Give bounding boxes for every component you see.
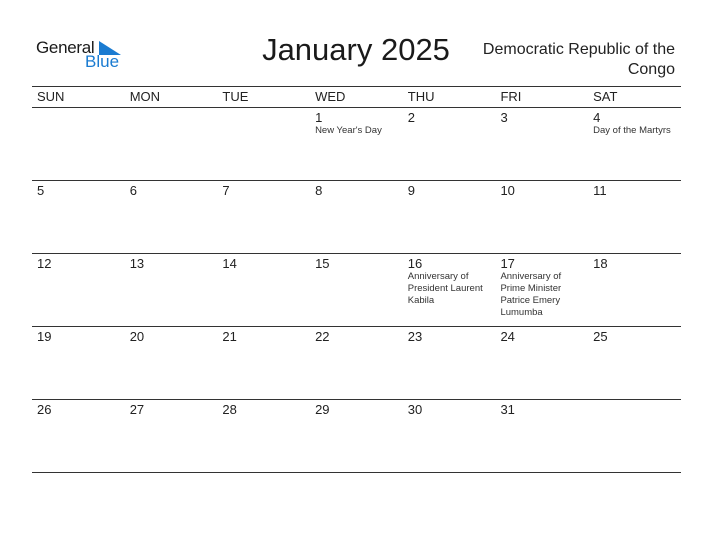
day-number: 9 bbox=[407, 183, 415, 198]
day-number: 8 bbox=[315, 183, 323, 198]
day-number: 15 bbox=[315, 256, 330, 271]
day-number: 21 bbox=[222, 329, 237, 344]
day-cell bbox=[310, 327, 403, 399]
day-number: 25 bbox=[593, 329, 608, 344]
day-cell bbox=[588, 400, 681, 472]
day-number: 17 bbox=[500, 256, 515, 271]
day-cell bbox=[495, 400, 588, 472]
logo-blue-text: Blue bbox=[85, 52, 120, 71]
day-cell bbox=[32, 108, 125, 180]
day-cell bbox=[403, 327, 496, 399]
day-number: 13 bbox=[129, 256, 145, 271]
logo-general-text: General bbox=[36, 38, 95, 57]
day-cell bbox=[310, 108, 403, 180]
week-row bbox=[32, 108, 681, 181]
day-cell bbox=[217, 400, 310, 472]
day-cell bbox=[403, 254, 496, 326]
day-cell bbox=[588, 181, 681, 253]
day-cell bbox=[32, 181, 125, 253]
day-cell bbox=[403, 400, 496, 472]
weekday-label: THU bbox=[407, 89, 435, 104]
holiday-label: New Year's Day bbox=[315, 125, 382, 136]
day-cell bbox=[125, 327, 218, 399]
day-number: 23 bbox=[407, 329, 423, 344]
calendar-grid bbox=[32, 86, 681, 473]
day-cell bbox=[32, 327, 125, 399]
day-number: 27 bbox=[129, 402, 145, 417]
weekday-label: SUN bbox=[37, 89, 65, 104]
day-cell bbox=[310, 400, 403, 472]
day-cell bbox=[217, 254, 310, 326]
day-number: 14 bbox=[222, 256, 237, 271]
holiday-label: Day of the Martyrs bbox=[593, 125, 671, 136]
page-title: January 2025 bbox=[262, 32, 450, 67]
day-number: 10 bbox=[500, 183, 515, 198]
day-number: 18 bbox=[593, 256, 608, 271]
day-number: 31 bbox=[500, 402, 515, 417]
day-number: 12 bbox=[37, 256, 52, 271]
week-row bbox=[32, 400, 681, 473]
day-cell bbox=[217, 327, 310, 399]
country-name: Democratic Republic of the Congo bbox=[482, 41, 675, 78]
day-cell bbox=[125, 108, 218, 180]
day-cell bbox=[495, 108, 588, 180]
day-cell bbox=[495, 254, 588, 326]
day-cell bbox=[588, 254, 681, 326]
day-cell bbox=[403, 108, 496, 180]
brand-logo bbox=[36, 38, 136, 74]
day-number: 16 bbox=[407, 256, 423, 271]
day-number: 6 bbox=[129, 183, 137, 198]
day-number: 20 bbox=[129, 329, 145, 344]
day-number: 3 bbox=[500, 110, 508, 125]
day-number: 2 bbox=[407, 110, 415, 125]
day-number: 29 bbox=[315, 402, 330, 417]
weekday-label: FRI bbox=[500, 89, 522, 104]
day-cell bbox=[32, 400, 125, 472]
day-cell bbox=[495, 327, 588, 399]
day-cell bbox=[217, 108, 310, 180]
weekday-label: TUE bbox=[222, 89, 249, 104]
day-cell bbox=[495, 181, 588, 253]
day-number: 1 bbox=[315, 110, 323, 125]
day-number: 4 bbox=[593, 110, 601, 125]
week-row bbox=[32, 327, 681, 400]
day-cell bbox=[403, 181, 496, 253]
day-number: 7 bbox=[222, 183, 230, 198]
day-cell bbox=[310, 181, 403, 253]
holiday-label: Anniversary of President Laurent Kabila bbox=[407, 271, 483, 306]
day-number: 5 bbox=[37, 183, 45, 198]
weekday-label: MON bbox=[129, 89, 161, 104]
day-cell bbox=[217, 181, 310, 253]
weekday-label: SAT bbox=[593, 89, 618, 104]
day-cell bbox=[125, 181, 218, 253]
day-cell bbox=[588, 327, 681, 399]
week-row bbox=[32, 181, 681, 254]
day-cell bbox=[588, 108, 681, 180]
day-number: 22 bbox=[315, 329, 330, 344]
day-cell bbox=[125, 400, 218, 472]
day-number: 30 bbox=[407, 402, 423, 417]
day-cell bbox=[32, 254, 125, 326]
day-cell bbox=[310, 254, 403, 326]
day-cell bbox=[125, 254, 218, 326]
day-number: 24 bbox=[500, 329, 515, 344]
weekday-label: WED bbox=[315, 89, 346, 104]
weekday-header bbox=[32, 86, 681, 108]
day-number: 26 bbox=[37, 402, 52, 417]
day-number: 19 bbox=[37, 329, 52, 344]
week-row bbox=[32, 254, 681, 327]
holiday-label: Anniversary of Prime Minister Patrice Emery Lumumba bbox=[500, 271, 562, 318]
day-number: 28 bbox=[222, 402, 237, 417]
day-number: 11 bbox=[593, 183, 607, 198]
